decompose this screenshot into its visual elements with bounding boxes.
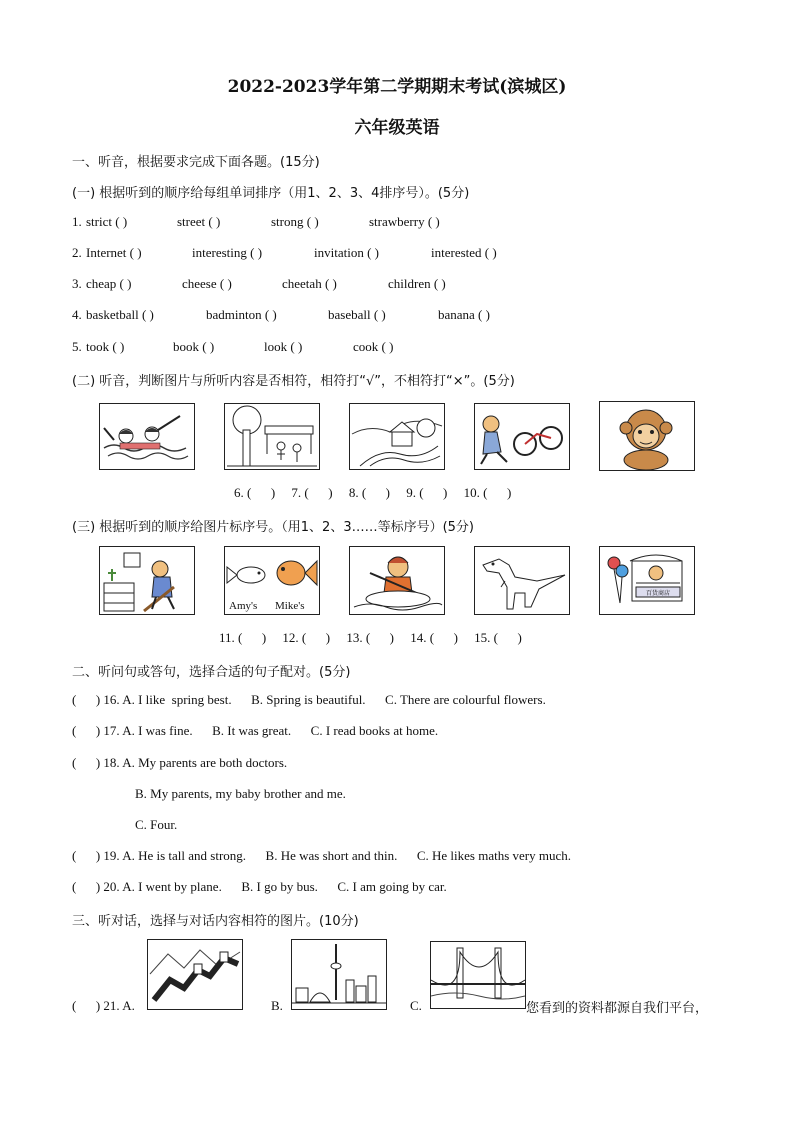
- word-row-4: 4.: [72, 307, 82, 322]
- word-row-5-w4: cook ( ): [353, 339, 394, 354]
- word-row-4-w2: badminton ( ): [206, 307, 277, 322]
- exam-subtitle: 六年级英语: [354, 118, 440, 138]
- question-18: ( ) 18. A. My parents are both doctors.: [72, 755, 288, 770]
- picture-tree-park: [224, 403, 320, 470]
- question-18-option-b: B. My parents, my baby brother and me.: [135, 786, 346, 801]
- question-16: ( ) 16. A. I like spring best. B. Spring is beautiful. C. There are colourful flowers.: [72, 692, 546, 707]
- part2-heading: 二、听问句或答句，选择合适的句子配对。(5分): [72, 665, 351, 680]
- question-19: ( ) 19. A. He is tall and strong. B. He was short and thin. C. He likes maths very much.: [72, 848, 571, 863]
- word-row-2-w1: Internet ( ): [86, 245, 142, 260]
- word-row-5: 5.: [72, 339, 82, 354]
- exam-title: 2022-2023学年第二学期期末考试(滨城区): [227, 77, 567, 97]
- word-row-3: 3.: [72, 276, 82, 291]
- word-row-4-w4: banana ( ): [438, 307, 490, 322]
- word-row-1: [72, 214, 82, 230]
- picture-house-river: [349, 403, 445, 470]
- question-17: ( ) 17. A. I was fine. B. It was great. C. I read books at home.: [72, 723, 439, 738]
- question-21: ( ) 21. A.: [72, 998, 135, 1013]
- fish-label-mike: Mike's: [275, 600, 305, 612]
- part1-sub1-heading: (一) 根据听到的顺序给每组单词排序（用1、2、3、4排序号）。(5分): [72, 186, 470, 201]
- picture-shop-balloons: [599, 546, 695, 615]
- word-row-3-w1: cheap ( ): [86, 276, 132, 291]
- picture-great-wall: [147, 939, 243, 1010]
- word-row-5-w1: took ( ): [86, 339, 125, 354]
- picture-swimming-kids: [99, 403, 195, 470]
- picture-rafting-boy: [349, 546, 445, 615]
- part3-heading: 三、听对话，选择与对话内容相符的图片。(10分): [72, 914, 359, 929]
- word-row-2-w3: invitation ( ): [314, 245, 379, 260]
- picture-monkey: [599, 401, 695, 471]
- picture-sweeping-boy: [99, 546, 195, 615]
- shop-sign: 百货商店: [645, 590, 671, 597]
- word-row-2-w4: interested ( ): [431, 245, 497, 260]
- part1-sub2-heading: (二) 听音，判断图片与所听内容是否相符，相符打“√”，不相符打“×”。(5分): [72, 374, 515, 389]
- word-row-5-w3: look ( ): [264, 339, 303, 354]
- word-row-4-w1: basketball ( ): [86, 307, 154, 322]
- word-row-4-w3: baseball ( ): [328, 307, 386, 322]
- question-18-option-c: C. Four.: [135, 817, 178, 832]
- picture-bridge: [430, 941, 526, 1009]
- picture-boy-fallen-bike: [474, 403, 570, 470]
- word-row-3-w2: cheese ( ): [182, 276, 232, 291]
- part1-heading: 一、听音，根据要求完成下面各题。(15分): [72, 155, 320, 170]
- question-20: ( ) 20. A. I went by plane. B. I go by bus. C. I am going by car.: [72, 879, 447, 894]
- word-row-2-w2: interesting ( ): [192, 245, 263, 260]
- row-number: 1.: [72, 214, 82, 229]
- word-row-3-w4: children ( ): [388, 276, 446, 291]
- picture-dinosaur: [474, 546, 570, 615]
- question-21-option-b: B.: [271, 998, 283, 1013]
- footer-source-note: 您看到的资料都源自我们平台，: [526, 1001, 709, 1016]
- word-row-1-w4: strawberry ( ): [369, 214, 440, 229]
- question-21-option-c: C.: [410, 998, 422, 1013]
- fish-label-amy: Amy's: [229, 600, 258, 612]
- answers-6-10: 6. ( ) 7. ( ) 8. ( ) 9. ( ) 10. ( ): [234, 485, 512, 500]
- word-row-1-w2: street ( ): [177, 214, 221, 229]
- word-row-1-w3: strong ( ): [271, 214, 319, 229]
- word-row-3-w3: cheetah ( ): [282, 276, 337, 291]
- word-row-5-w2: book ( ): [173, 339, 215, 354]
- word-row-1-w1: strict ( ): [86, 214, 128, 229]
- answers-11-15: 11. ( ) 12. ( ) 13. ( ) 14. ( ) 15. ( ): [219, 630, 522, 645]
- part1-sub3-heading: (三) 根据听到的顺序给图片标序号。（用1、2、3……等标序号）(5分): [72, 520, 475, 535]
- picture-fish: [224, 546, 320, 615]
- word-row-2: 2.: [72, 245, 82, 260]
- picture-city-tower: [291, 939, 387, 1010]
